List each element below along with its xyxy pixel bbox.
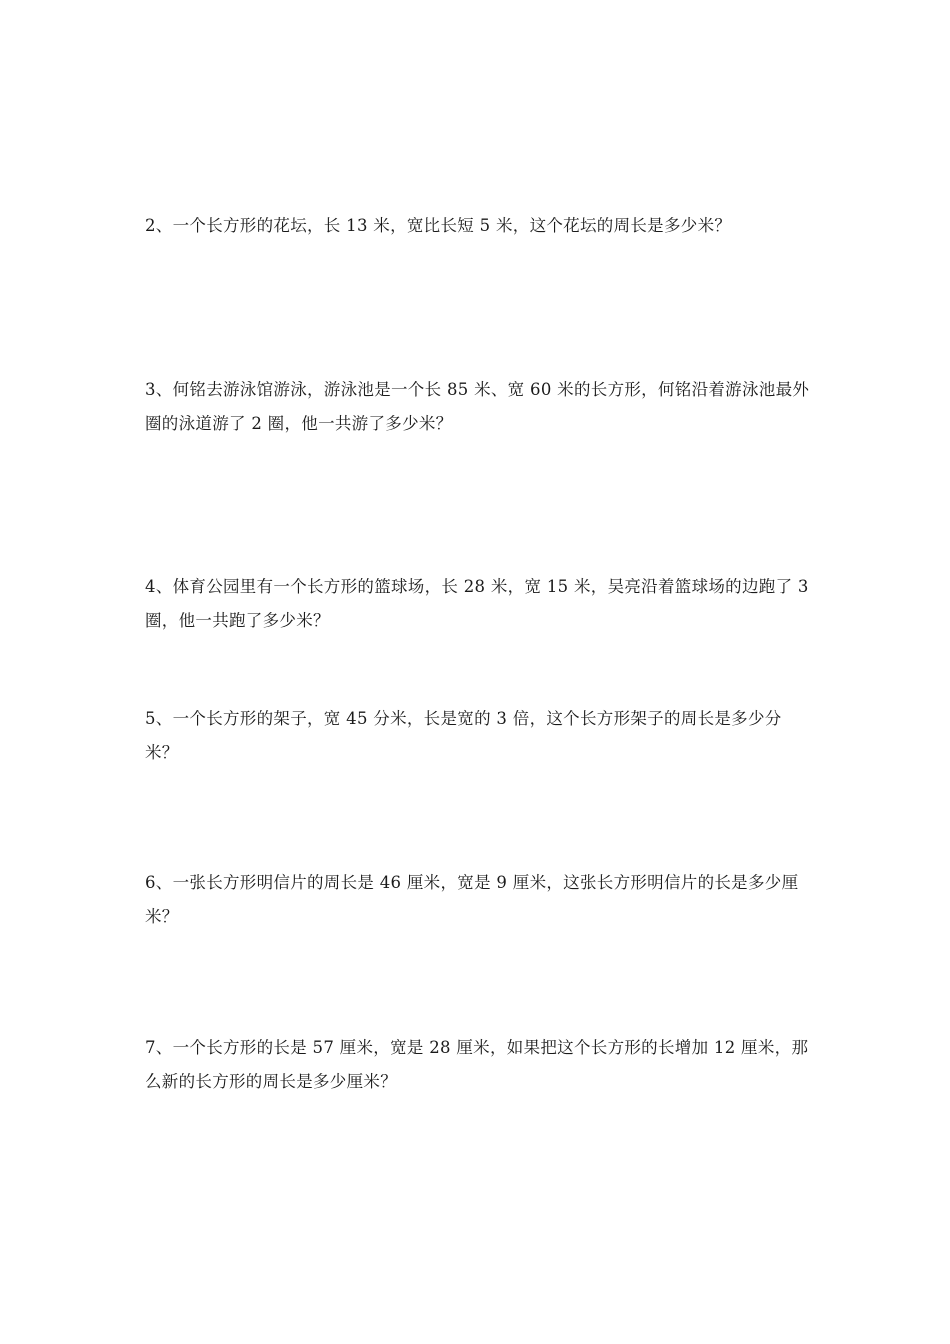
problem-6: 6、一张长方形明信片的周长是 46 厘米，宽是 9 厘米，这张长方形明信片的长是多少厘米？ <box>145 873 799 926</box>
problem-4: 4、体育公园里有一个长方形的篮球场，长 28 米，宽 15 米，吴亮沿着篮球场的边跑了 3 圈，他一共跑了多少米？ <box>145 577 809 630</box>
problem-7: 7、一个长方形的长是 57 厘米，宽是 28 厘米，如果把这个长方形的长增加 12 厘米，那么新的长方形的周长是多少厘米？ <box>145 1038 809 1091</box>
problem-2: 2、一个长方形的花坛，长 13 米，宽比长短 5 米，这个花坛的周长是多少米？ <box>145 216 732 235</box>
problem-3: 3、何铭去游泳馆游泳，游泳池是一个长 85 米、宽 60 米的长方形，何铭沿着游泳池最外圈的泳道游了 2 圈，他一共游了多少米？ <box>145 380 810 433</box>
problem-5: 5、一个长方形的架子，宽 45 分米，长是宽的 3 倍，这个长方形架子的周长是多少分米？ <box>145 709 782 762</box>
